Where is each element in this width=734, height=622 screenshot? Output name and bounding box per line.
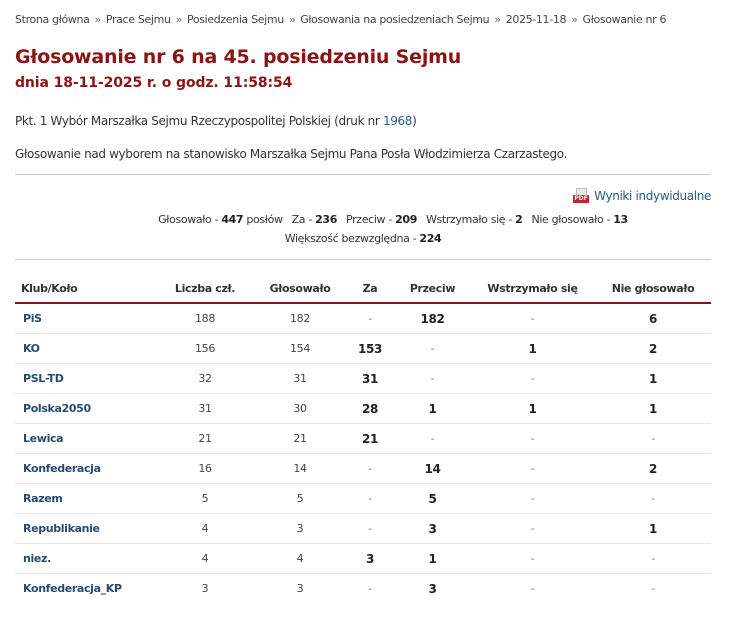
breadcrumb-separator: » bbox=[288, 13, 296, 26]
voted-cell: 154 bbox=[255, 334, 345, 364]
members-cell: 16 bbox=[155, 454, 255, 484]
club-cell bbox=[15, 454, 155, 484]
not-voted-value: 13 bbox=[613, 213, 628, 226]
breadcrumb-separator: » bbox=[175, 13, 182, 26]
col-header-voted: Głosowało bbox=[255, 274, 345, 303]
against-cell: 3 bbox=[395, 514, 470, 544]
abstained-cell: 1 bbox=[470, 394, 595, 424]
abstained-cell: 1 bbox=[470, 334, 595, 364]
for-cell: - bbox=[345, 514, 395, 544]
against-cell: - bbox=[395, 334, 470, 364]
voted-cell: 4 bbox=[255, 544, 345, 574]
abstained-cell: - bbox=[530, 582, 535, 595]
page-subtitle: dnia 18-11-2025 r. o godz. 11:58:54 bbox=[15, 75, 293, 91]
breadcrumb-posiedzenia[interactable]: Posiedzenia Sejmu bbox=[186, 13, 284, 26]
club-link[interactable]: Polska2050 bbox=[23, 402, 91, 415]
table-row bbox=[15, 364, 711, 394]
abstained-value: 2 bbox=[515, 213, 523, 226]
against-cell: 182 bbox=[395, 303, 470, 334]
agenda-item-suffix: ) bbox=[412, 114, 417, 128]
club-cell bbox=[15, 544, 155, 574]
against-label: Przeciw - bbox=[346, 213, 396, 226]
pdf-icon-badge: PDF bbox=[574, 195, 588, 202]
table-row bbox=[15, 544, 711, 574]
against-cell: - bbox=[395, 364, 470, 394]
divider bbox=[15, 174, 711, 175]
for-cell: 153 bbox=[345, 334, 395, 364]
voted-value: 447 bbox=[221, 213, 244, 226]
agenda-item-text: Pkt. 1 Wybór Marszałka Sejmu Rzeczypospolitej Polskiej (druk nr bbox=[15, 114, 383, 128]
club-link[interactable]: PiS bbox=[23, 312, 42, 325]
pdf-icon bbox=[573, 188, 589, 204]
club-link[interactable]: PSL-TD bbox=[23, 372, 64, 385]
table-row bbox=[15, 454, 711, 484]
members-cell: 21 bbox=[155, 424, 255, 454]
majority-value: 224 bbox=[419, 232, 442, 245]
not-voted-cell: - bbox=[651, 582, 655, 595]
col-header-not-voted: Nie głosowało bbox=[595, 274, 711, 303]
majority-line bbox=[15, 232, 711, 251]
members-cell: 4 bbox=[155, 514, 255, 544]
majority-label: Większość bezwzględna - bbox=[284, 232, 420, 245]
against-cell: 5 bbox=[395, 484, 470, 514]
voted-cell: 5 bbox=[255, 484, 345, 514]
against-cell: 14 bbox=[395, 454, 470, 484]
not-voted-cell: 1 bbox=[595, 514, 711, 544]
against-cell: 1 bbox=[395, 394, 470, 424]
for-cell: 3 bbox=[345, 544, 395, 574]
individual-results-link[interactable] bbox=[573, 188, 711, 204]
club-cell bbox=[15, 424, 155, 454]
members-cell: 156 bbox=[155, 334, 255, 364]
against-cell: 3 bbox=[428, 581, 437, 596]
abstained-cell: - bbox=[470, 514, 595, 544]
not-voted-cell: 6 bbox=[595, 303, 711, 334]
agenda-item bbox=[15, 114, 416, 128]
voted-cell: 31 bbox=[255, 364, 345, 394]
breadcrumb-separator: » bbox=[571, 13, 578, 26]
not-voted-cell: 2 bbox=[595, 334, 711, 364]
breadcrumb-current: Głosowanie nr 6 bbox=[582, 13, 667, 26]
not-voted-cell: 2 bbox=[595, 454, 711, 484]
page-title: Głosowanie nr 6 na 45. posiedzeniu Sejmu bbox=[15, 46, 462, 68]
breadcrumb-date[interactable]: 2025-11-18 bbox=[505, 13, 567, 26]
club-cell bbox=[15, 484, 155, 514]
members-cell: 5 bbox=[155, 484, 255, 514]
club-link[interactable]: Razem bbox=[23, 492, 63, 505]
voted-cell: 3 bbox=[296, 582, 304, 595]
club-link[interactable]: Republikanie bbox=[23, 522, 100, 535]
abstained-label: Wstrzymało się - bbox=[426, 213, 516, 226]
abstained-cell: - bbox=[470, 454, 595, 484]
table-row bbox=[15, 574, 711, 604]
table-row bbox=[15, 484, 711, 514]
abstained-cell: - bbox=[470, 364, 595, 394]
club-cell bbox=[15, 303, 155, 334]
club-cell bbox=[15, 364, 155, 394]
breadcrumb-separator: » bbox=[94, 13, 101, 26]
members-cell: 4 bbox=[155, 544, 255, 574]
club-cell bbox=[15, 514, 155, 544]
club-link[interactable]: Konfederacja_KP bbox=[23, 582, 122, 595]
voted-cell: 21 bbox=[255, 424, 345, 454]
print-number-link[interactable]: 1968 bbox=[382, 114, 413, 128]
for-cell: - bbox=[345, 303, 395, 334]
for-cell: - bbox=[345, 484, 395, 514]
for-value: 236 bbox=[315, 213, 338, 226]
club-cell bbox=[15, 334, 155, 364]
club-results-table bbox=[15, 274, 711, 603]
voted-cell: 182 bbox=[255, 303, 345, 334]
not-voted-cell: - bbox=[595, 424, 711, 454]
vote-description: Głosowanie nad wyborem na stanowisko Marszałka Sejmu Pana Posła Włodzimierza Czarzastego. bbox=[15, 147, 568, 161]
voted-label: Głosowało - bbox=[158, 213, 222, 226]
table-header-row bbox=[15, 274, 711, 303]
members-cell: 3 bbox=[201, 582, 209, 595]
members-cell: 188 bbox=[155, 303, 255, 334]
col-header-for: Za bbox=[345, 274, 395, 303]
club-link[interactable]: Konfederacja bbox=[23, 462, 101, 475]
divider bbox=[15, 259, 711, 260]
club-cell bbox=[15, 394, 155, 424]
abstained-cell: - bbox=[470, 303, 595, 334]
members-cell: 32 bbox=[155, 364, 255, 394]
not-voted-cell: - bbox=[595, 544, 711, 574]
voted-cell: 14 bbox=[255, 454, 345, 484]
for-cell: 31 bbox=[345, 364, 395, 394]
breadcrumb bbox=[15, 13, 666, 26]
voted-suffix: posłów bbox=[243, 213, 283, 226]
table-row bbox=[15, 514, 711, 544]
members-cell: 31 bbox=[155, 394, 255, 424]
club-link[interactable]: KO bbox=[23, 342, 40, 355]
col-header-members: Liczba czł. bbox=[155, 274, 255, 303]
club-link[interactable]: niez. bbox=[23, 552, 51, 565]
club-link[interactable]: Lewica bbox=[23, 432, 64, 445]
breadcrumb-home[interactable]: Strona główna bbox=[15, 13, 90, 26]
breadcrumb-glosowania[interactable]: Głosowania na posiedzeniach Sejmu bbox=[300, 13, 490, 26]
table-row bbox=[15, 303, 711, 334]
col-header-club: Klub/Koło bbox=[15, 274, 155, 303]
for-cell: 21 bbox=[345, 424, 395, 454]
breadcrumb-separator: » bbox=[494, 13, 501, 26]
for-cell: - bbox=[368, 582, 372, 595]
table-row bbox=[15, 424, 711, 454]
individual-results-label: Wyniki indywidualne bbox=[594, 189, 711, 203]
against-value: 209 bbox=[395, 213, 418, 226]
table-row bbox=[15, 334, 711, 364]
voted-cell: 3 bbox=[255, 514, 345, 544]
abstained-cell: - bbox=[470, 424, 595, 454]
for-label: Za - bbox=[291, 213, 316, 226]
abstained-cell: - bbox=[470, 484, 595, 514]
for-cell: - bbox=[345, 454, 395, 484]
not-voted-label: Nie głosowało - bbox=[531, 213, 614, 226]
club-cell bbox=[15, 574, 155, 604]
not-voted-cell: 1 bbox=[595, 364, 711, 394]
abstained-cell: - bbox=[470, 544, 595, 574]
col-header-against: Przeciw bbox=[395, 274, 470, 303]
not-voted-cell: - bbox=[595, 484, 711, 514]
for-cell: 28 bbox=[345, 394, 395, 424]
against-cell: - bbox=[395, 424, 470, 454]
col-header-abstained: Wstrzymało się bbox=[470, 274, 595, 303]
against-cell: 1 bbox=[395, 544, 470, 574]
breadcrumb-prace-sejmu[interactable]: Prace Sejmu bbox=[105, 13, 171, 26]
not-voted-cell: 1 bbox=[595, 394, 711, 424]
voted-cell: 30 bbox=[255, 394, 345, 424]
table-row bbox=[15, 394, 711, 424]
vote-summary bbox=[15, 213, 711, 251]
vote-summary-line bbox=[15, 213, 711, 232]
